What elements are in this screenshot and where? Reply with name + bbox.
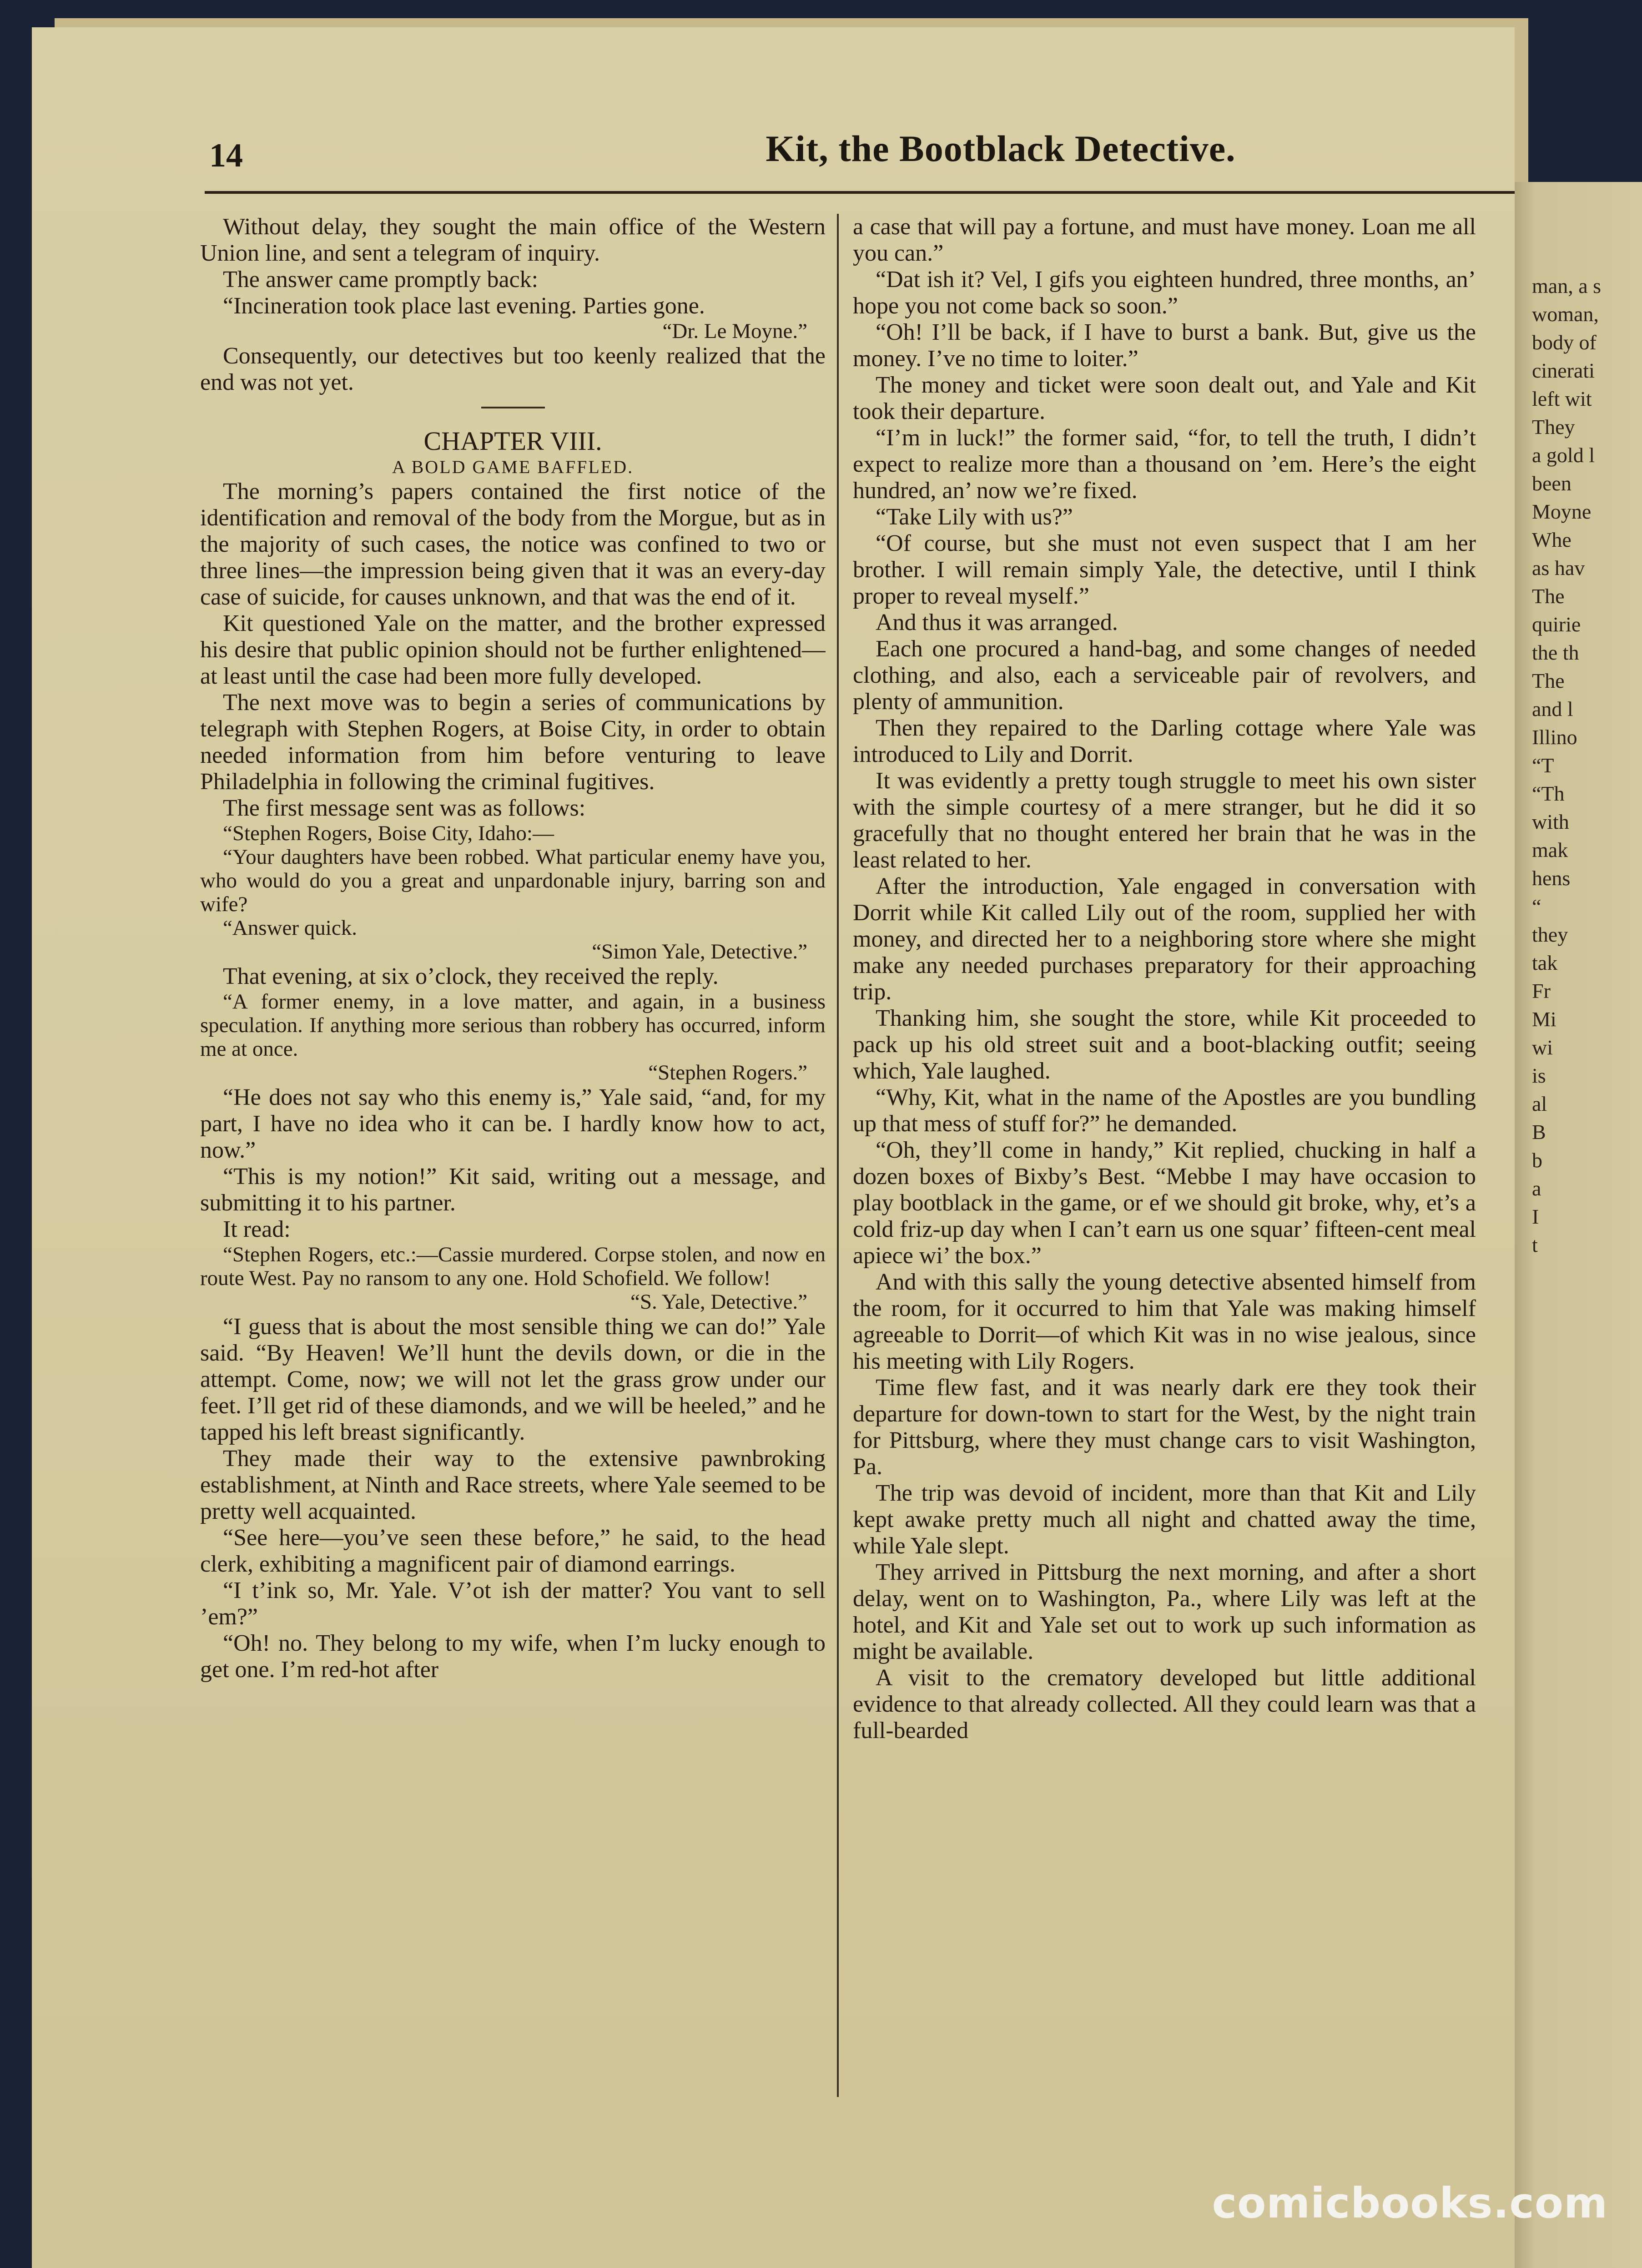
paragraph: And thus it was arranged. xyxy=(876,610,1118,635)
paragraph: “Incineration took place last evening. Parties gone. xyxy=(223,293,705,319)
paragraph: A visit to the crematory developed but little additional evidence to that already collected. All they could learn was that a full-bearded xyxy=(853,1665,1476,1744)
watermark: comicbooks.com xyxy=(1212,2179,1608,2228)
paragraph: “Dat ish it? Vel, I gifs you eighteen hundred, three months, an’ hope you not come back so soon.” xyxy=(853,267,1476,319)
facing-page-line: Whe xyxy=(1532,528,1571,551)
facing-page-line: “T xyxy=(1532,754,1554,777)
facing-page-line: Moyne xyxy=(1532,500,1592,523)
telegram-text: “Your daughters have been robbed. What particular enemy have you, who would do you a great and unpardonable injury, barring son and wife? xyxy=(200,845,826,916)
paragraph: That evening, at six o’clock, they received the reply. xyxy=(223,963,719,989)
paragraph: Kit questioned Yale on the matter, and the brother expressed his desire that public opinion should not be further enlightened—at least until the case had been more fully developed. xyxy=(200,610,826,689)
paragraph: “Oh, they’ll come in handy,” Kit replied, chucking in half a dozen boxes of Bixby’s Best. “Mebbe I may have occasion to play bootblack in the game, or ef we should git broke, why, et’s a cold friz-up day when I can’t earn us one squar’ fifteen-cent meal apiece wi’ the box.” xyxy=(853,1137,1476,1269)
left-column xyxy=(200,214,826,2102)
paragraph: Without delay, they sought the main office of the Western Union line, and sent a telegram of inquiry. xyxy=(200,214,826,266)
facing-page-line: The xyxy=(1532,669,1565,692)
facing-page-line: body of xyxy=(1532,331,1597,354)
facing-page-line: t xyxy=(1532,1233,1538,1256)
facing-page-line: is xyxy=(1532,1064,1546,1087)
running-title: Kit, the Bootblack Detective. xyxy=(766,128,1236,169)
page-number: 14 xyxy=(209,137,243,174)
facing-page-line: Mi xyxy=(1532,1008,1556,1031)
paragraph: “See here—you’ve seen these before,” he said, to the head clerk, exhibiting a magnificent pair of diamond earrings. xyxy=(200,1525,826,1577)
paragraph: They arrived in Pittsburg the next morning, and after a short delay, went on to Washington, Pa., where Lily was left at the hotel, and Kit and Yale set out to work up such information as might be available. xyxy=(853,1559,1476,1664)
chapter-heading: CHAPTER VIII. xyxy=(423,426,602,456)
facing-page-line: b xyxy=(1532,1149,1542,1172)
paragraph: “I t’ink so, Mr. Yale. V’ot ish der matter? You vant to sell ’em?” xyxy=(200,1578,826,1630)
facing-page-line: I xyxy=(1532,1205,1539,1228)
right-column xyxy=(853,214,1476,2102)
paragraph: Each one procured a hand-bag, and some changes of needed clothing, and also, each a serviceable pair of revolvers, and plenty of ammunition. xyxy=(853,636,1476,715)
paragraph: And with this sally the young detective absented himself from the room, for it occurred to him that Yale was making himself agreeable to Dorrit—of which Kit was in no wise jealous, since his meeting with Lily Rogers. xyxy=(853,1269,1476,1374)
paragraph: It read: xyxy=(223,1216,291,1242)
paragraph: “Take Lily with us?” xyxy=(876,504,1073,530)
paragraph: After the introduction, Yale engaged in conversation with Dorrit while Kit called Lily out of the room, supplied her with money, and directed her to a neighboring store where she might make any needed purchases preparatory for their approaching trip. xyxy=(853,873,1476,1005)
paragraph: The money and ticket were soon dealt out, and Yale and Kit took their departure. xyxy=(853,372,1476,424)
facing-page-line: tak xyxy=(1532,951,1558,974)
facing-page-line: a gold l xyxy=(1532,444,1595,467)
paragraph: The answer came promptly back: xyxy=(223,267,539,292)
facing-page-line: woman, xyxy=(1532,302,1599,326)
telegram-text: “Answer quick. xyxy=(223,916,357,940)
paragraph: “He does not say who this enemy is,” Yale said, “and, for my part, I have no idea who it can be. I hardly know how to act, now.” xyxy=(200,1084,826,1163)
facing-page-line: B xyxy=(1532,1120,1546,1144)
paragraph: The morning’s papers contained the first notice of the identification and removal of the body from the Morgue, but as in the majority of such cases, the notice was confined to two or three lines—the impression being given that it was an every-day case of suicide, for causes unknown, and that was the end of it. xyxy=(200,479,826,610)
facing-page-line: “Th xyxy=(1532,782,1565,805)
column-divider xyxy=(837,214,839,2097)
paragraph: Time flew fast, and it was nearly dark ere they took their departure for down-town to start for the West, by the night train for Pittsburg, where they must change cars to visit Washington, Pa. xyxy=(853,1375,1476,1480)
paragraph: Consequently, our detectives but too keenly realized that the end was not yet. xyxy=(200,343,826,395)
facing-page-line: Fr xyxy=(1532,979,1551,1003)
facing-page-line: wi xyxy=(1532,1036,1553,1059)
telegram-signature: “Stephen Rogers.” xyxy=(648,1061,807,1084)
telegram-signature: “Dr. Le Moyne.” xyxy=(662,319,807,343)
paragraph: “I’m in luck!” the former said, “for, to tell the truth, I didn’t expect to realize more than a thousand on ’em. Here’s the eight hundred, an’ now we’re fixed. xyxy=(853,425,1476,504)
facing-page-line: hens xyxy=(1532,867,1571,890)
facing-page-line: been xyxy=(1532,472,1571,495)
paragraph: The next move was to begin a series of communications by telegraph with Stephen Rogers, at Boise City, in order to obtain needed information from him before venturing to leave Philadelphia in following the criminal fugitives. xyxy=(200,690,826,795)
facing-page-line: cinerati xyxy=(1532,359,1595,382)
telegram-text: “Stephen Rogers, etc.:—Cassie murdered. Corpse stolen, and now en route West. Pay no ransom to any one. Hold Schofield. We follow! xyxy=(200,1243,826,1290)
paragraph: “Why, Kit, what in the name of the Apostles are you bundling up that mess of stuff for?” he demanded. xyxy=(853,1084,1476,1137)
paragraph: “Oh! no. They belong to my wife, when I’m lucky enough to get one. I’m red-hot after xyxy=(200,1630,826,1683)
telegram-signature: “Simon Yale, Detective.” xyxy=(592,940,807,963)
facing-page-line: “ xyxy=(1532,895,1541,918)
facing-page-line: they xyxy=(1532,923,1568,946)
paragraph: Then they repaired to the Darling cottage where Yale was introduced to Lily and Dorrit. xyxy=(853,715,1476,767)
paragraph: The trip was devoid of incident, more than that Kit and Lily kept awake pretty much all night and chatted away the time, while Yale slept. xyxy=(853,1480,1476,1559)
paragraph: Thanking him, she sought the store, while Kit proceeded to pack up his old street suit and a boot-blacking outfit; seeing which, Yale laughed. xyxy=(853,1005,1476,1084)
facing-page-line: Illino xyxy=(1532,726,1577,749)
paragraph: “Oh! I’ll be back, if I have to burst a bank. But, give us the money. I’ve no time to loiter.” xyxy=(853,319,1476,372)
facing-page-line: mak xyxy=(1532,838,1568,862)
paragraph: “Of course, but she must not even suspect that I am her brother. I will remain simply Yale, the detective, until I think proper to reveal myself.” xyxy=(853,530,1476,609)
header-rule xyxy=(205,191,1515,194)
telegram-text: “Stephen Rogers, Boise City, Idaho:— xyxy=(223,822,554,845)
facing-page-line: a xyxy=(1532,1177,1541,1200)
paragraph: a case that will pay a fortune, and must have money. Loan me all you can.” xyxy=(853,214,1476,266)
facing-page-line: the th xyxy=(1532,641,1579,664)
facing-page-line: left wit xyxy=(1532,387,1592,410)
facing-page-line: and l xyxy=(1532,697,1573,721)
paragraph: The first message sent was as follows: xyxy=(223,795,586,821)
facing-page-line: They xyxy=(1532,415,1575,438)
paragraph: “This is my notion!” Kit said, writing out a message, and submitting it to his partner. xyxy=(200,1164,826,1216)
paragraph: “I guess that is about the most sensible thing we can do!” Yale said. “By Heaven! We’ll hunt the devils down, or die in the attempt. Come, now; we will not let the grass grow under our feet. I’ll get rid of these diamonds, and we will be heeled,” and he tapped his left breast significantly. xyxy=(200,1314,826,1445)
facing-page-line: The xyxy=(1532,585,1565,608)
facing-page-line: man, a s xyxy=(1532,274,1602,297)
paragraph: It was evidently a pretty tough struggle to meet his own sister with the simple courtesy of a mere stranger, but he did it so gracefully that no thought entered her brain that he was in the least related to her. xyxy=(853,768,1476,873)
paragraph: They made their way to the extensive pawnbroking establishment, at Ninth and Race streets, where Yale seemed to be pretty well acquainted. xyxy=(200,1446,826,1524)
telegram-text: “A former enemy, in a love matter, and again, in a business speculation. If anything more serious than robbery has occurred, inform me at once. xyxy=(200,990,826,1061)
facing-page-line: with xyxy=(1532,810,1569,833)
facing-page-line: quirie xyxy=(1532,613,1581,636)
facing-page-line: as hav xyxy=(1532,556,1585,580)
facing-page-line: al xyxy=(1532,1092,1547,1115)
telegram-signature: “S. Yale, Detective.” xyxy=(630,1290,807,1314)
chapter-subtitle: A BOLD GAME BAFFLED. xyxy=(392,457,634,477)
section-separator xyxy=(481,407,545,408)
